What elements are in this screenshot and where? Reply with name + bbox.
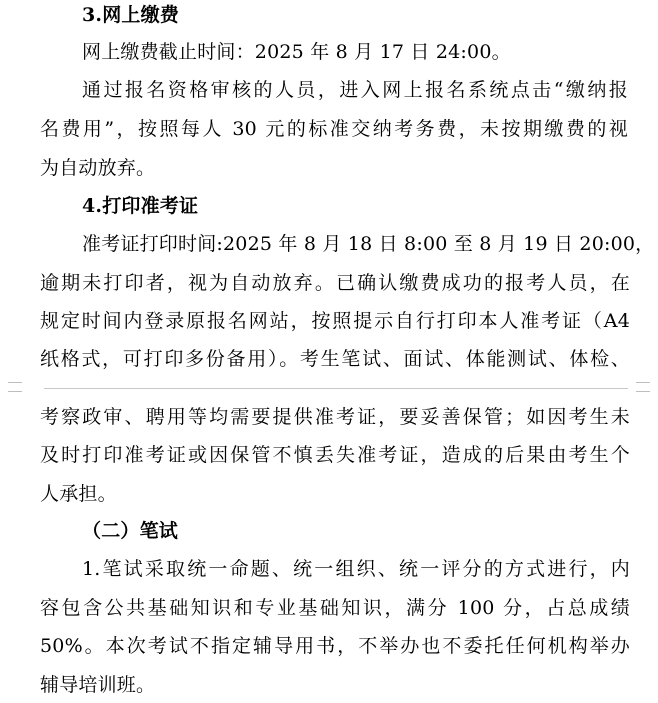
admit-card-paragraph-line-7: 人承担。: [40, 483, 117, 505]
section-3-heading: 3.网上缴费: [82, 4, 180, 26]
written-exam-paragraph-line-2: 容包含公共基础知识和专业基础知识，满分 100 分，占总成绩: [40, 597, 630, 619]
section-4-heading: 4.打印准考证: [82, 195, 199, 217]
admit-card-paragraph-line-2: 逾期未打印者，视为自动放弃。已确认缴费成功的报考人员，在: [40, 272, 630, 294]
page-corner-marker-right: [636, 382, 650, 392]
page-corner-marker-left: [8, 382, 22, 392]
admit-card-paragraph-line-4: 纸格式，可打印多份备用）。考生笔试、面试、体能测试、体检、: [40, 348, 630, 370]
payment-paragraph-line-1: 通过报名资格审核的人员，进入网上报名系统点击“缴纳报: [82, 79, 628, 101]
written-exam-paragraph-line-4: 辅导培训班。: [40, 674, 156, 696]
written-exam-heading: （二）笔试: [82, 520, 179, 542]
payment-paragraph-line-2: 名费用”，按照每人 30 元的标准交纳考务费，未按期缴费的视: [40, 118, 628, 140]
admit-card-paragraph-line-5: 考察政审、聘用等均需要提供准考证，要妥善保管；如因考生未: [40, 406, 630, 428]
page-break-line: [44, 388, 628, 389]
admit-card-paragraph-line-6: 及时打印准考证或因保管不慎丢失准考证，造成的后果由考生个: [40, 444, 630, 466]
written-exam-paragraph-line-1: 1.笔试采取统一命题、统一组织、统一评分的方式进行，内: [82, 558, 630, 580]
payment-deadline: 网上缴费截止时间：2025 年 8 月 17 日 24:00。: [82, 41, 511, 63]
payment-paragraph-line-3: 为自动放弃。: [40, 157, 156, 179]
written-exam-paragraph-line-3: 50%。本次考试不指定辅导用书，不举办也不委托任何机构举办: [40, 635, 630, 657]
admit-card-paragraph-line-1: 准考证打印时间:2025 年 8 月 18 日 8:00 至 8 月 19 日 20:00，: [82, 233, 655, 255]
admit-card-paragraph-line-3: 规定时间内登录原报名网站，按照提示自行打印本人准考证（A4: [40, 310, 630, 332]
